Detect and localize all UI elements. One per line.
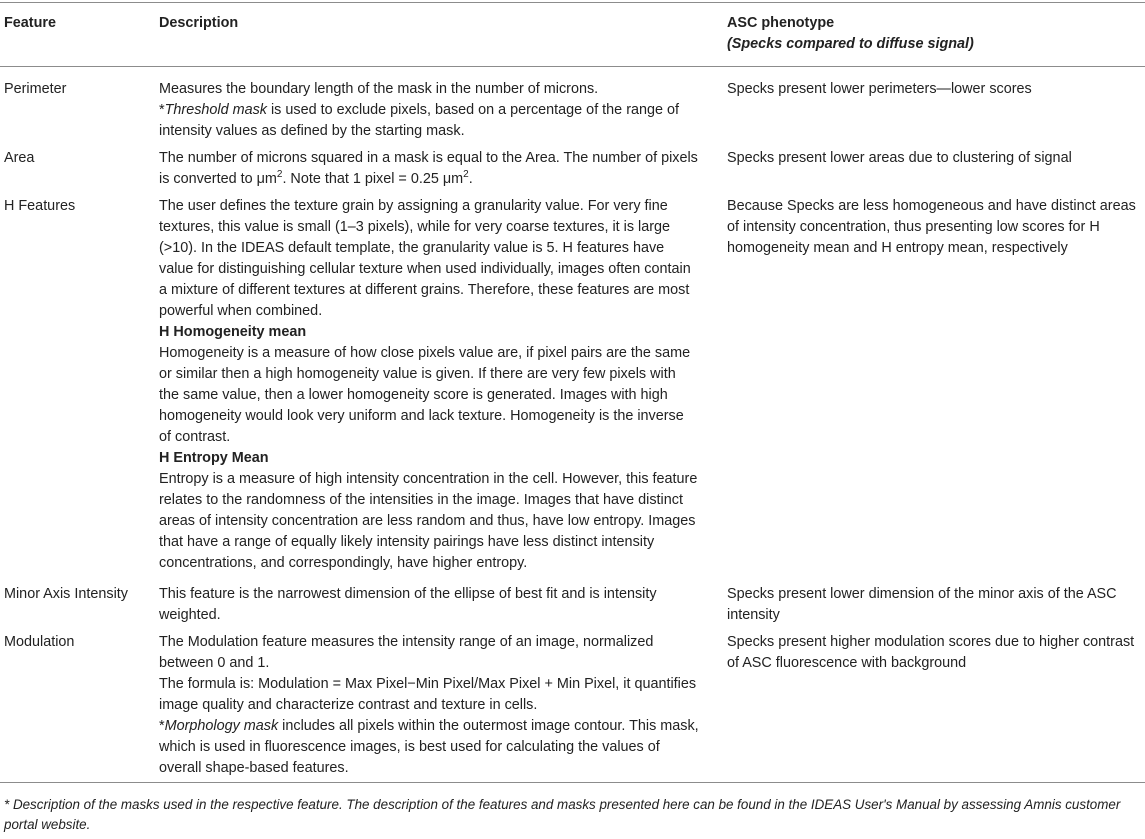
description-cell (159, 148, 699, 190)
phenotype-cell: Because Specks are less homogeneous and have distinct areas of intensity concentration, thus presenting low scores for H homogeneity mean and H entropy mean, respectively (727, 198, 1136, 256)
description-cell (159, 79, 699, 142)
header-phenotype-title: ASC phenotype (727, 15, 835, 31)
header-phenotype-subtitle: (Specks compared to diffuse signal) (727, 36, 974, 52)
phenotype-cell: Specks present lower areas due to clustering of signal (727, 150, 1072, 166)
description-cell (159, 632, 699, 779)
feature-cell: Modulation (4, 634, 75, 650)
header-description: Description (159, 15, 239, 31)
header-rule (0, 66, 1145, 67)
table-footnote (4, 795, 1139, 835)
homogeneity-text: Homogeneity is a measure of how close pixels value are, if pixel pairs are the same or similar then a high homogeneity value is given. If there are very few pixels with the same value, then a lower homogeneity score is generated. Images with high homogeneity would look very uniform and lack texture. Homogeneity is the inverse of contrast. (159, 345, 691, 445)
header-feature: Feature (4, 15, 56, 31)
mask-name: Threshold mask (164, 102, 267, 118)
phenotype-cell: Specks present lower dimension of the minor axis of the ASC intensity (727, 586, 1117, 623)
entropy-text: Entropy is a measure of high intensity concentration in the cell. However, this feature relates to the randomness of the intensities in the image. Images that have distinct areas of intensity concentration are less random and thus, have low entropy. Images that have a range of equally likely intensity pairings have less distinct intensity concentrations, and correspondingly, have higher entropy. (159, 471, 698, 571)
mask-name: Morphology mask (164, 718, 279, 734)
table-bottom-rule (0, 782, 1145, 783)
phenotype-cell: Specks present lower perimeters—lower scores (727, 81, 1032, 97)
phenotype-cell: Specks present higher modulation scores due to higher contrast of ASC fluorescence with background (727, 634, 1135, 671)
mask-note: *Morphology mask includes all pixels within the outermost image contour. This mask, which is used in fluorescence images, is best used for calculating the values of overall shape-based features. (159, 718, 699, 776)
table-top-rule (0, 2, 1145, 3)
subheading-homogeneity: H Homogeneity mean (159, 324, 307, 340)
footnote-text: Description of the masks used in the respective feature. The description of the features and masks presented here can be found in the IDEAS User's Manual by assessing Amnis customer portal website. (4, 797, 1121, 832)
description-cell: This feature is the narrowest dimension of the ellipse of best fit and is intensity weighted. (159, 586, 657, 623)
description-cell (159, 196, 699, 574)
description-text: The user defines the texture grain by assigning a granularity value. For very fine textures, this value is small (1–3 pixels), while for very coarse textures, it is large (>10). In the IDEAS default template, the granularity value is 5. H features have value for distinguishing cellular texture when used individually, images often contain a mixture of different textures at different grains. Therefore, these features are most powerful when combined. (159, 198, 691, 319)
description-text: The Modulation feature measures the intensity range of an image, normalized between 0 and 1. (159, 634, 654, 671)
header-phenotype (727, 13, 974, 55)
feature-cell: Minor Axis Intensity (4, 586, 128, 602)
footnote-marker: * (4, 797, 10, 812)
description-text: The number of microns squared in a mask is equal to the Area. The number of pixels is converted to $\mu m^2$. Note that 1 pixel = 0.25 $\mu m^2$. (159, 150, 698, 187)
feature-cell: H Features (4, 198, 76, 214)
mask-note: *Threshold mask is used to exclude pixels, based on a percentage of the range of intensity values as defined by the starting mask. (159, 102, 679, 139)
feature-cell: Area (4, 150, 35, 166)
feature-cell: Perimeter (4, 81, 67, 97)
formula-text: The formula is: Modulation = Max Pixel−Min Pixel/Max Pixel + Min Pixel, it quantifies image quality and characterize contrast and texture in cells. (159, 676, 697, 713)
subheading-entropy: H Entropy Mean (159, 450, 269, 466)
description-text: Measures the boundary length of the mask in the number of microns. (159, 81, 599, 97)
